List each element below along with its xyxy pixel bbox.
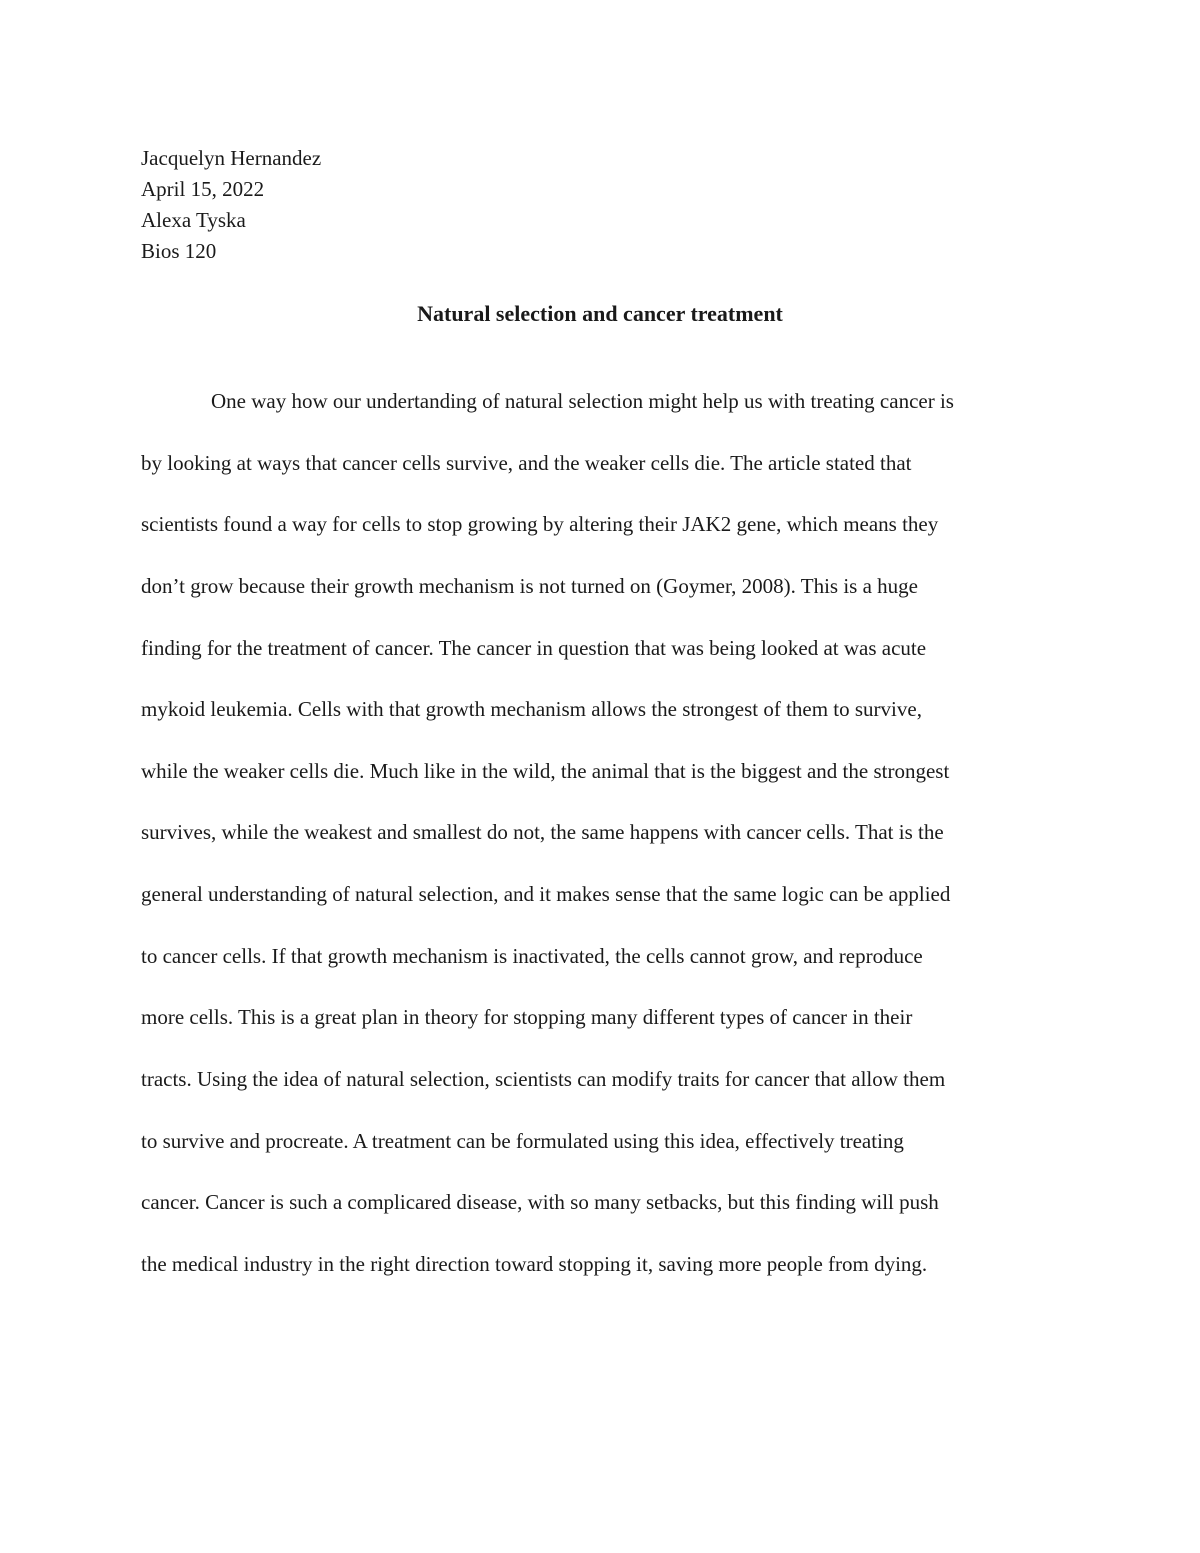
body-line: to cancer cells. If that growth mechanism is inactivated, the cells cannot grow, and reproduce [141, 943, 923, 968]
body-line: general understanding of natural selection, and it makes sense that the same logic can be applied [141, 882, 951, 907]
body-paragraph [141, 386, 1061, 1311]
body-line: mykoid leukemia. Cells with that growth mechanism allows the strongest of them to survive, [141, 697, 922, 722]
body-line: by looking at ways that cancer cells survive, and the weaker cells die. The article stated that [141, 450, 912, 475]
body-line: One way how our undertanding of natural selection might help us with treating cancer is [211, 389, 954, 413]
body-line: cancer. Cancer is such a complicared disease, with so many setbacks, but this finding will push [141, 1190, 939, 1215]
body-line: to survive and procreate. A treatment can be formulated using this idea, effectively treating [141, 1128, 904, 1153]
body-line: tracts. Using the idea of natural selection, scientists can modify traits for cancer that allow them [141, 1067, 946, 1092]
document-title: Natural selection and cancer treatment [417, 301, 783, 326]
body-line: don’t grow because their growth mechanism is not turned on (Goymer, 2008). This is a huge [141, 573, 918, 598]
author-name: Jacquelyn Hernandez [141, 146, 322, 170]
heading-block [141, 143, 321, 267]
body-line: while the weaker cells die. Much like in the wild, the animal that is the biggest and the strongest [141, 758, 950, 783]
instructor-name: Alexa Tyska [141, 208, 246, 232]
body-line: survives, while the weakest and smallest do not, the same happens with cancer cells. That is the [141, 820, 944, 845]
body-line: the medical industry in the right direction toward stopping it, saving more people from dying. [141, 1251, 928, 1276]
document-date: April 15, 2022 [141, 177, 265, 201]
body-line: finding for the treatment of cancer. The cancer in question that was being looked at was acute [141, 635, 927, 660]
body-line: scientists found a way for cells to stop growing by altering their JAK2 gene, which means they [141, 512, 939, 537]
body-line: more cells. This is a great plan in theory for stopping many different types of cancer in their [141, 1005, 913, 1030]
course-name: Bios 120 [141, 239, 217, 263]
